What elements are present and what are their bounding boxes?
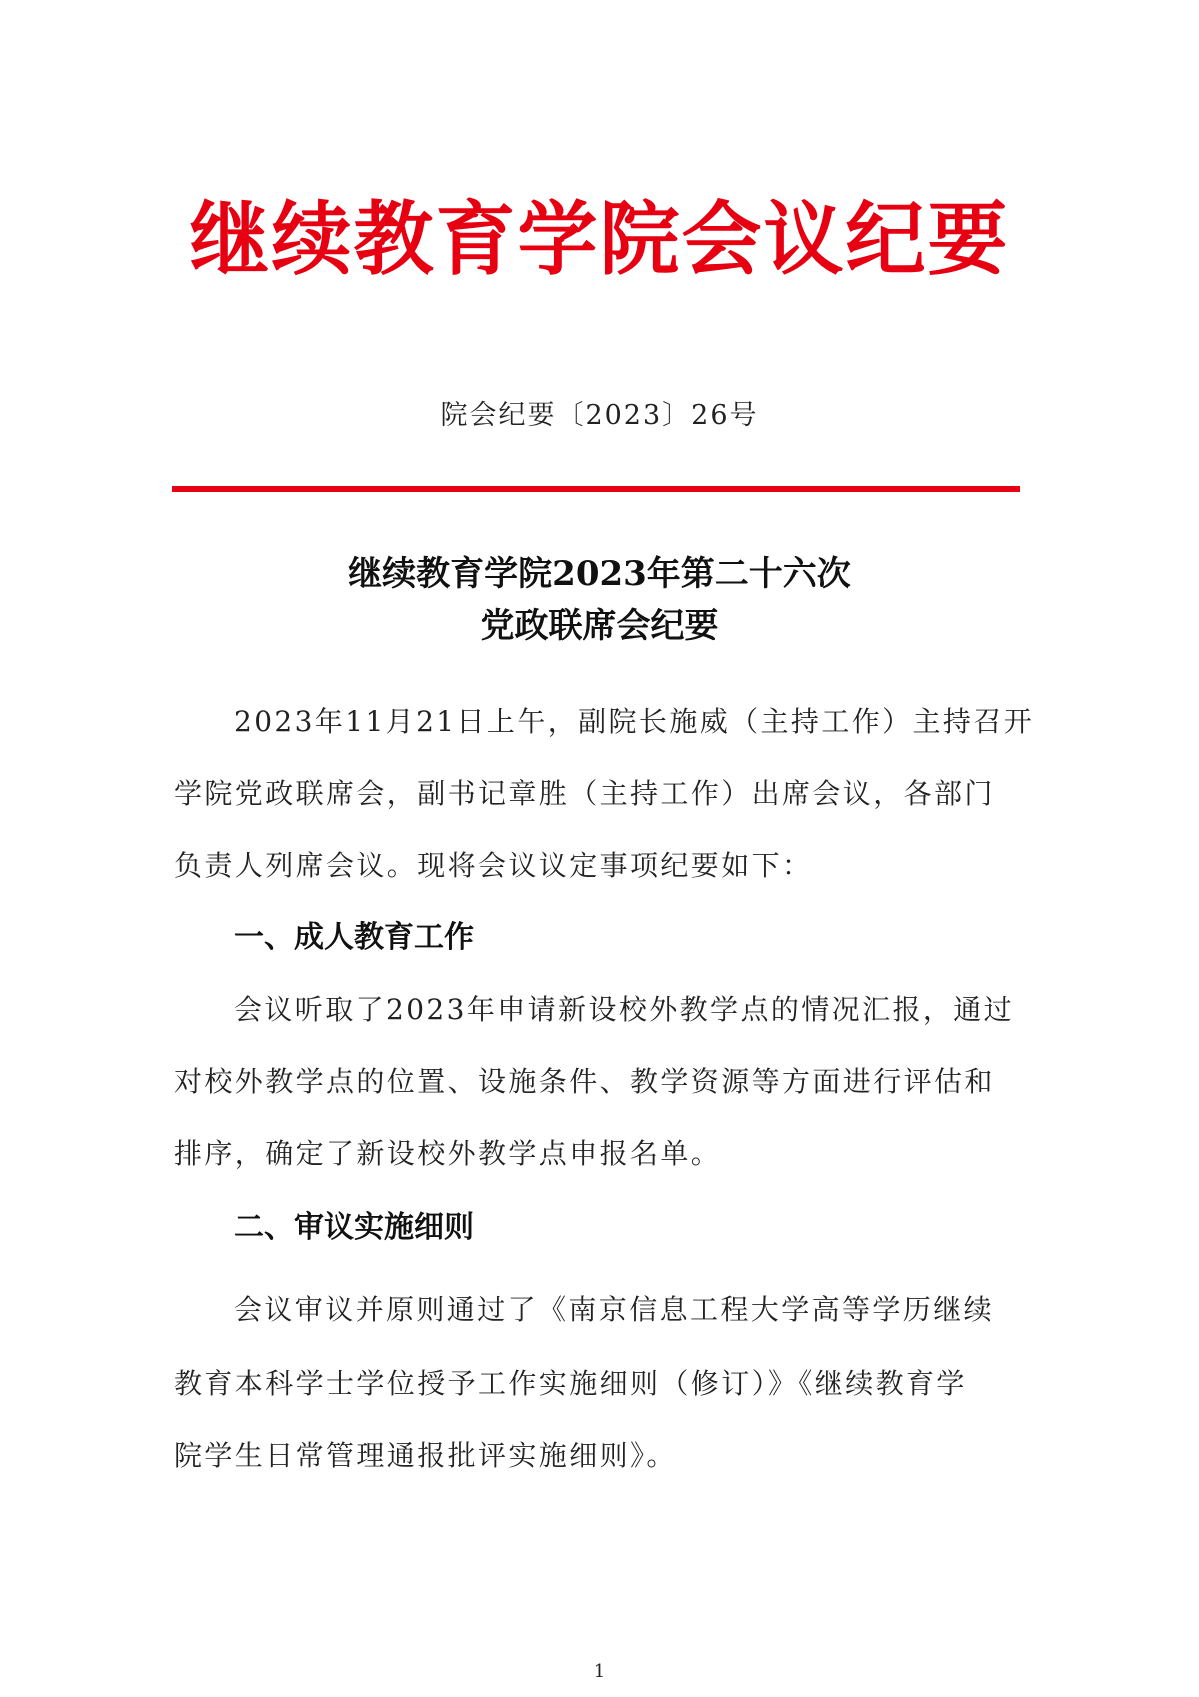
red-divider-line bbox=[172, 486, 1020, 492]
section-paragraph-line: 院学生日常管理通报批评实施细则》。 bbox=[174, 1439, 677, 1472]
intro-paragraph-line: 学院党政联席会，副书记章胜（主持工作）出席会议，各部门 bbox=[174, 777, 995, 810]
section-paragraph-line: 教育本科学士学位授予工作实施细则（修订）》《继续教育学 bbox=[174, 1367, 967, 1400]
section-paragraph-line: 会议审议并原则通过了《南京信息工程大学高等学历继续 bbox=[234, 1293, 995, 1326]
document-title-line-1: 继续教育学院2023年第二十六次 bbox=[348, 554, 851, 594]
section-heading: 二、审议实施细则 bbox=[234, 1210, 474, 1245]
section-heading: 一、成人教育工作 bbox=[234, 920, 474, 955]
section-paragraph-line: 会议听取了2023年申请新设校外教学点的情况汇报，通过 bbox=[234, 993, 1015, 1026]
section-paragraph-line: 排序，确定了新设校外教学点申报名单。 bbox=[174, 1137, 722, 1170]
section-paragraph-line: 对校外教学点的位置、设施条件、教学资源等方面进行评估和 bbox=[174, 1065, 995, 1098]
intro-paragraph-line: 负责人列席会议。现将会议议定事项纪要如下： bbox=[174, 849, 813, 882]
document-title-line-2: 党政联席会纪要 bbox=[480, 606, 719, 646]
page-number: 1 bbox=[593, 1661, 606, 1682]
masthead-title: 继续教育学院会议纪要 bbox=[189, 193, 1010, 286]
intro-paragraph-line: 2023年11月21日上午，副院长施威（主持工作）主持召开 bbox=[234, 705, 1035, 738]
document-number: 院会纪要〔2023〕26号 bbox=[440, 400, 759, 431]
